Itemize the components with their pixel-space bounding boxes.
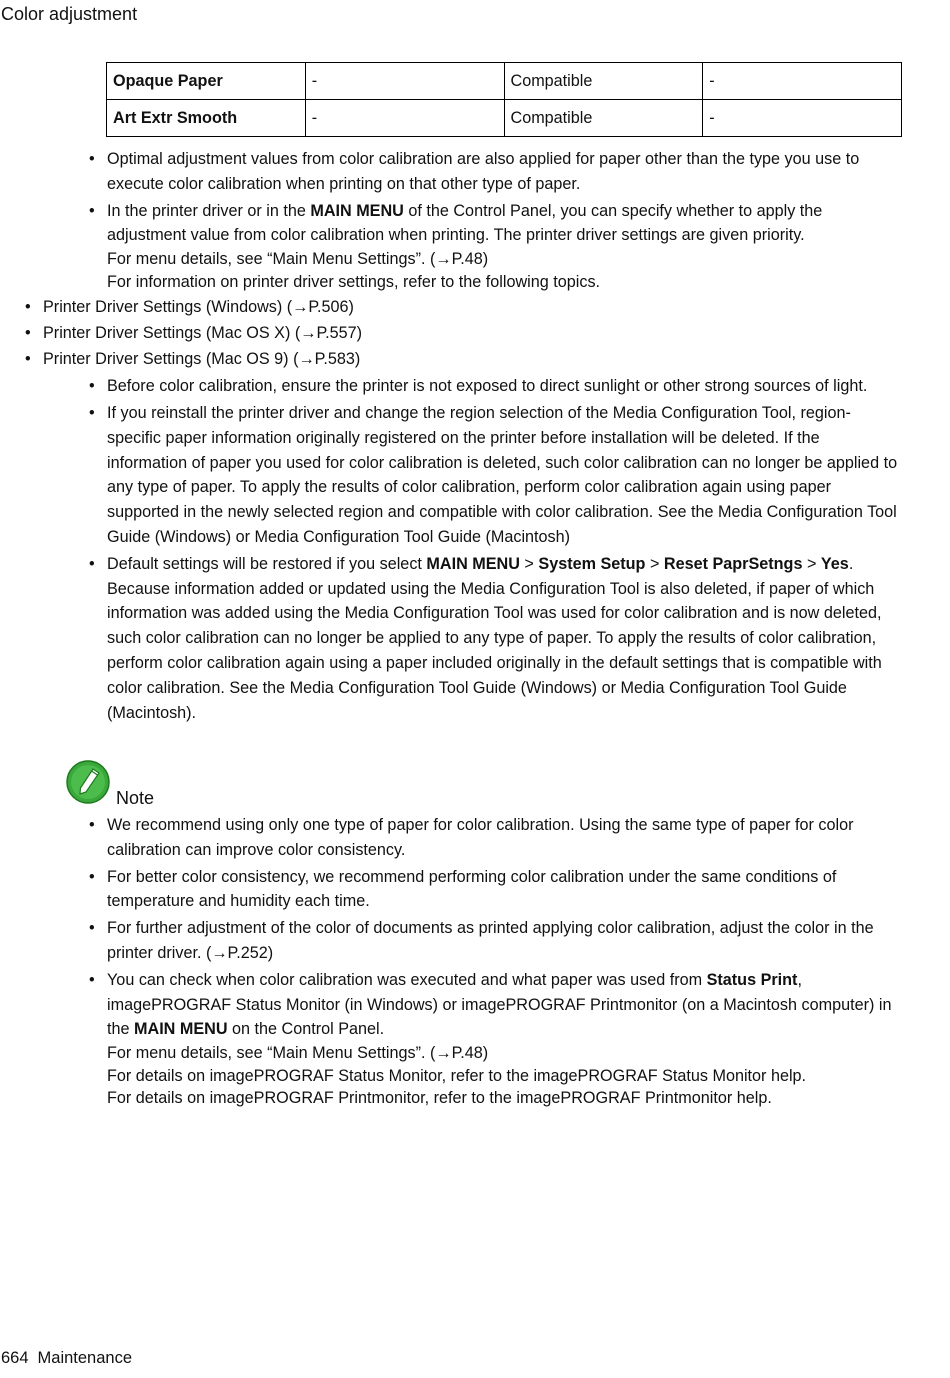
sub-list-item (0, 347, 950, 372)
menu-details-reference: For menu details, see “Main Menu Settings”. (→P.48) (107, 1044, 489, 1063)
table-cell: Compatible (504, 63, 703, 100)
bullet-text: If you reinstall the printer driver and change the region selection of the Media Configuration Tool, region-specific paper information originally registered on the printer before installation will be deleted. If the information of paper you used for color calibration is deleted, such color calibration can no longer be applied to any type of paper. To apply the results of color calibration, perform color calibration again using paper supported in the newly selected region and compatible with color calibration. See the Media Configuration Tool Guide (Windows) or Media Configuration Tool Guide (Macintosh) (107, 403, 898, 546)
list-item (0, 813, 950, 863)
bullet-text: Default settings will be restored if you select (107, 554, 427, 573)
paper-compatibility-table (106, 62, 902, 137)
link-reference: Printer Driver Settings (Windows) (→P.506) (43, 298, 354, 317)
table-cell: - (305, 63, 504, 100)
bullet-text: . Because information added or updated using the Media Configuration Tool is also deleted, if paper of which information was added using the Media Configuration Tool was used for color calibration and is now deleted, such color calibration can no longer be applied to any type of paper. To apply the results of color calibration, perform color calibration again using a paper included originally in the default settings that is compatible with color calibration. See the Media Configuration Tool Guide (Windows) or Media Configuration Tool Guide (Macintosh). (107, 554, 882, 722)
chapter-name: Maintenance (37, 1349, 133, 1367)
bullet-list (0, 147, 950, 727)
sub-list-item (0, 321, 950, 346)
menu-term: Reset PaprSetngs (663, 554, 803, 573)
link-reference: Printer Driver Settings (Mac OS X) (→P.557) (43, 324, 363, 343)
paper-name-cell: Opaque Paper (107, 63, 306, 100)
list-item (0, 865, 950, 915)
list-item (0, 401, 950, 550)
separator: > (519, 554, 539, 573)
note-text: For better color consistency, we recommend performing color calibration under the same conditions of temperature and humidity each time. (107, 867, 837, 911)
menu-term: Yes (820, 554, 849, 573)
page-footer (1, 1349, 132, 1368)
note-text: You can check when color calibration was executed and what paper was used from (107, 970, 707, 989)
note-text: We recommend using only one type of paper for color calibration. Using the same type of paper for color calibration can improve color consistency. (107, 816, 854, 859)
note-text: For further adjustment of the color of documents as printed applying color calibration, adjust the color in the printer driver. (→P.252) (107, 919, 874, 962)
table-row (107, 100, 902, 137)
note-text: , imagePROGRAF Status Monitor (in Windows) or imagePROGRAF Printmonitor (on a Macintosh computer) in the (107, 970, 892, 1039)
paper-name-cell: Art Extr Smooth (107, 100, 306, 137)
table-cell: - (305, 100, 504, 137)
section-title: Color adjustment (1, 4, 138, 24)
printmonitor-help: For details on imagePROGRAF Printmonitor, refer to the imagePROGRAF Printmonitor help. (107, 1089, 772, 1108)
bullet-text: Before color calibration, ensure the printer is not exposed to direct sunlight or other strong sources of light. (107, 377, 868, 396)
bullet-text: Optimal adjustment values from color calibration are also applied for paper other than the type you use to execute color calibration when printing on that other type of paper. (107, 150, 860, 193)
menu-term: MAIN MENU (310, 201, 404, 220)
note-list (0, 813, 950, 1112)
note-pencil-icon (66, 760, 110, 804)
table-cell: - (703, 100, 902, 137)
status-monitor-help: For details on imagePROGRAF Status Monitor, refer to the imagePROGRAF Status Monitor help. (107, 1066, 807, 1085)
menu-term: System Setup (538, 554, 646, 573)
note-label: Note (116, 788, 155, 808)
separator: > (802, 554, 821, 573)
driver-settings-intro: For information on printer driver settings, refer to the following topics. (107, 272, 601, 291)
note-heading (66, 760, 266, 810)
table-cell: - (703, 63, 902, 100)
menu-term: MAIN MENU (134, 1020, 228, 1039)
menu-term: Status Print (706, 970, 798, 989)
link-reference: Printer Driver Settings (Mac OS 9) (→P.583) (43, 350, 361, 369)
sub-list-item (0, 295, 950, 320)
list-item (0, 199, 950, 294)
list-item (0, 374, 950, 399)
separator: > (645, 554, 664, 573)
bullet-text: of the Control Panel, you can specify whether to apply the adjustment value from color calibration when printing. The printer driver settings are given priority. (107, 201, 823, 245)
page-number: 664 (1, 1349, 29, 1367)
table-row (107, 63, 902, 100)
menu-term: MAIN MENU (426, 554, 520, 573)
menu-details-reference: For menu details, see “Main Menu Settings”. (→P.48) (107, 250, 489, 269)
note-text: on the Control Panel. (227, 1020, 385, 1039)
list-item (0, 552, 950, 726)
list-item (0, 916, 950, 966)
table-cell: Compatible (504, 100, 703, 137)
bullet-text: In the printer driver or in the (107, 201, 311, 220)
list-item (0, 968, 950, 1110)
list-item (0, 147, 950, 197)
